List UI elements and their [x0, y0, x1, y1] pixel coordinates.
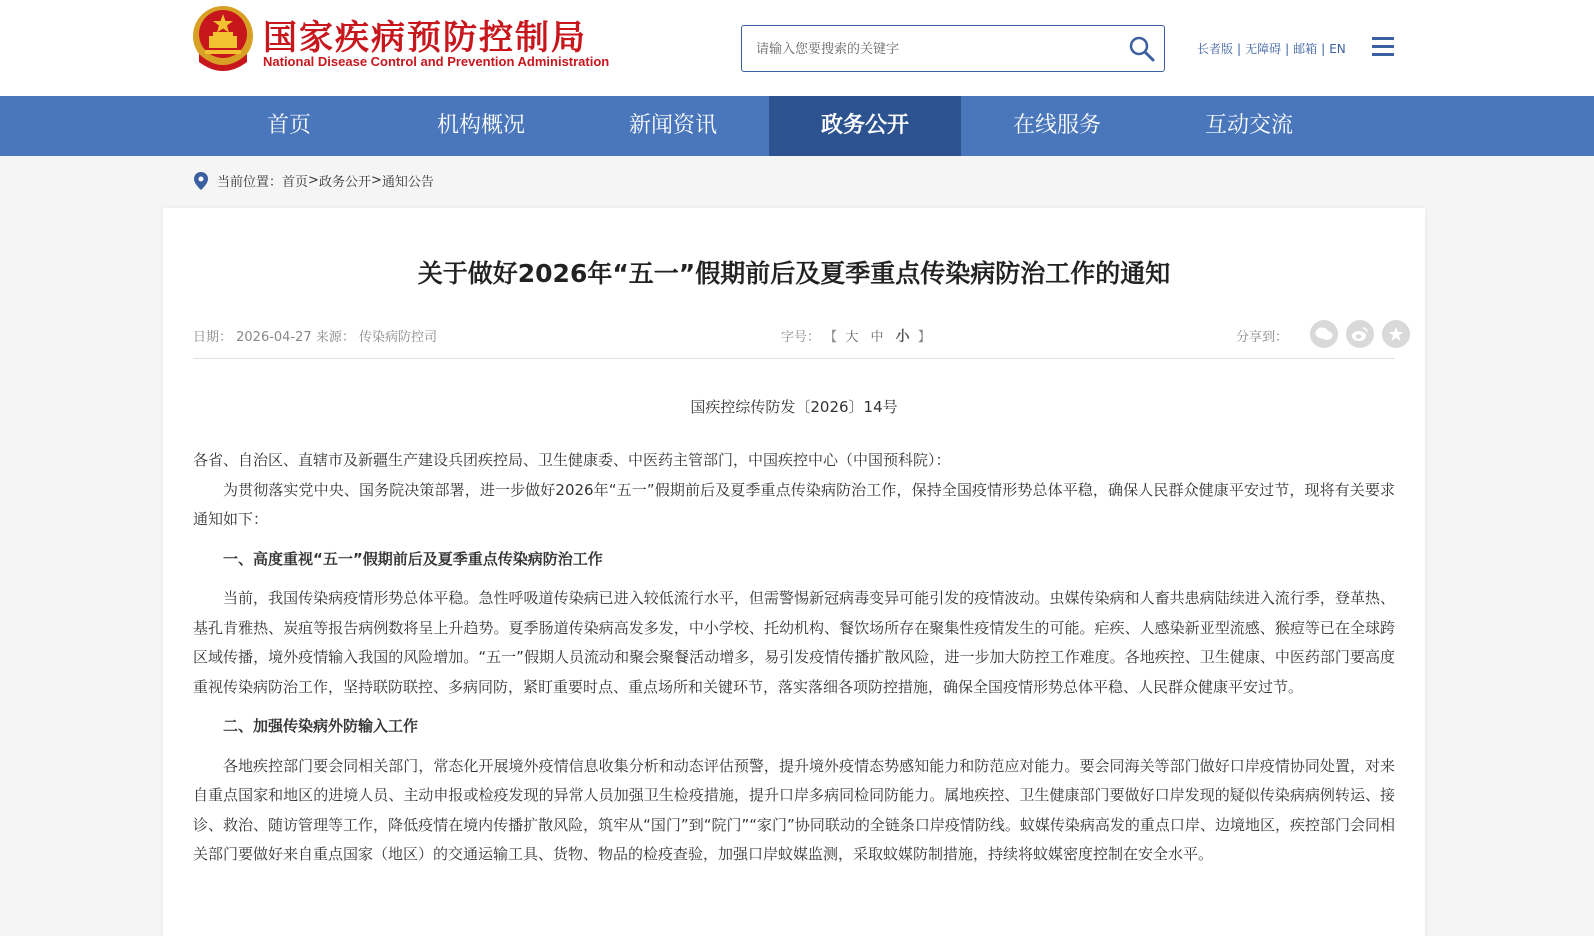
- search-box: [741, 25, 1165, 72]
- location-pin-icon: [194, 172, 208, 190]
- intro-paragraph: 为贯彻落实党中央、国务院决策部署，进一步做好2026年“五一”假期前后及夏季重点传染病防治工作，保持全国疫情形势总体平稳，确保人民群众健康平安过节，现将有关要求通知如下：: [193, 480, 1395, 528]
- font-size-label: 字号：: [781, 330, 821, 345]
- share-label: 分享到：: [1236, 330, 1289, 345]
- section-heading: 二、加强传染病外防输入工作: [223, 717, 419, 735]
- breadcrumb-label: 当前位置：: [217, 175, 283, 190]
- breadcrumb-government-affairs[interactable]: 政务公开: [318, 175, 371, 190]
- breadcrumb-home[interactable]: 首页: [282, 175, 309, 190]
- site-title-cn[interactable]: 国家疾病预防控制局: [263, 18, 587, 58]
- meta-divider: [193, 358, 1395, 359]
- nav-item-online-services[interactable]: 在线服务: [1012, 113, 1101, 138]
- breadcrumb-separator: >: [370, 173, 382, 188]
- bracket-open: 【: [824, 330, 838, 345]
- top-tools: 长者版 | 无障碍 | 邮箱 | EN: [1197, 42, 1346, 56]
- section-heading: 一、高度重视“五一”假期前后及夏季重点传染病防治工作: [223, 549, 603, 568]
- national-emblem-logo[interactable]: [191, 4, 255, 72]
- article-date-source: 日期： 2026-04-27 来源： 传染病防控司: [193, 330, 437, 345]
- article-card: [163, 208, 1425, 936]
- document-number: 国疾控综传防发〔2026〕14号: [690, 398, 898, 416]
- elderly-mode-link[interactable]: 长者版: [1197, 42, 1234, 56]
- section-paragraph: 各地疾控部门要会同相关部门，常态化开展境外疫情信息收集分析和动态评估预警，提升境外疫情态势感知能力和防范应对能力。要会同海关等部门做好口岸疫情协同处置，对来自重点国家和地区的进境人员、主动申报或检疫发现的异常人员加强卫生检疫措施，提升口岸多病同检同防能力。属地疾控、卫生健康部门要做好口岸发现的疑似传染病病例转运、接诊、救治、随访管理等工作，降低疫情在境内传播扩散风险，筑牢从“国门”到“院门”“家门”协同联动的全链条口岸疫情防线。蚊媒传染病高发的重点口岸、边境地区，疾控部门会同相关部门要做好来自重点国家（地区）的交通运输工具、货物、物品的检疫查验，加强口岸蚊媒监测，采取蚊媒防制措施，持续将蚊媒密度控制在安全水平。: [193, 756, 1395, 863]
- section-paragraph: 当前，我国传染病疫情形势总体平稳。急性呼吸道传染病已进入较低流行水平，但需警惕新冠病毒变异可能引发的疫情波动。虫媒传染病和人畜共患病陆续进入流行季，登革热、基孔肯雅热、炭疽等报告病例数将呈上升趋势。夏季肠道传染病高发多发，中小学校、托幼机构、餐饮场所存在聚集性疫情发生的可能。疟疾、人感染新亚型流感、猴痘等已在全球跨区域传播，境外疫情输入我国的风险增加。“五一”假期人员流动和聚会聚餐活动增多，易引发疫情传播扩散风险，进一步加大防控工作难度。各地疾控、卫生健康、中医药部门要高度重视传染病防治工作，坚持联防联控、多病同防，紧盯重要时点、重点场所和关键环节，落实落细各项防控措施，确保全国疫情形势总体平稳、人民群众健康平安过节。: [193, 589, 1395, 696]
- favorite-icon[interactable]: [1382, 320, 1410, 348]
- nav-item-home[interactable]: 首页: [266, 113, 311, 138]
- bracket-close: 】: [917, 330, 931, 345]
- breadcrumb-separator: >: [308, 173, 319, 188]
- search-input[interactable]: [756, 38, 1116, 60]
- hamburger-menu-icon[interactable]: [1372, 37, 1394, 57]
- breadcrumb: [194, 171, 434, 190]
- search-icon[interactable]: [1128, 35, 1156, 63]
- article-meta: [193, 322, 1395, 348]
- wechat-icon[interactable]: [1310, 320, 1338, 348]
- article-title: 关于做好2026年“五一”假期前后及夏季重点传染病防治工作的通知: [417, 259, 1171, 288]
- nav-item-about[interactable]: 机构概况: [436, 113, 525, 138]
- nav-item-news[interactable]: 新闻资讯: [628, 113, 717, 138]
- breadcrumb-notices[interactable]: 通知公告: [381, 175, 434, 190]
- font-size-large[interactable]: 大: [845, 330, 859, 345]
- nav-item-government-affairs[interactable]: 政务公开: [769, 96, 961, 156]
- font-size-small[interactable]: 小: [895, 329, 910, 345]
- site-title-en: National Disease Control and Prevention Administration: [263, 54, 610, 69]
- accessibility-link[interactable]: 无障碍: [1245, 42, 1282, 56]
- main-nav: [0, 96, 1594, 156]
- font-size-control: [781, 326, 931, 346]
- nav-item-interaction[interactable]: 互动交流: [1204, 113, 1293, 138]
- site-header: [0, 0, 1594, 96]
- article-body: [193, 446, 1395, 870]
- english-link[interactable]: EN: [1329, 42, 1346, 56]
- mailbox-link[interactable]: 邮箱: [1293, 42, 1318, 56]
- font-size-medium[interactable]: 中: [870, 330, 884, 345]
- share-icons: [1310, 320, 1418, 348]
- addressee: 各省、自治区、直辖市及新疆生产建设兵团疾控局、卫生健康委、中医药主管部门，中国疾控中心（中国预科院）：: [193, 451, 951, 469]
- weibo-icon[interactable]: [1346, 320, 1374, 348]
